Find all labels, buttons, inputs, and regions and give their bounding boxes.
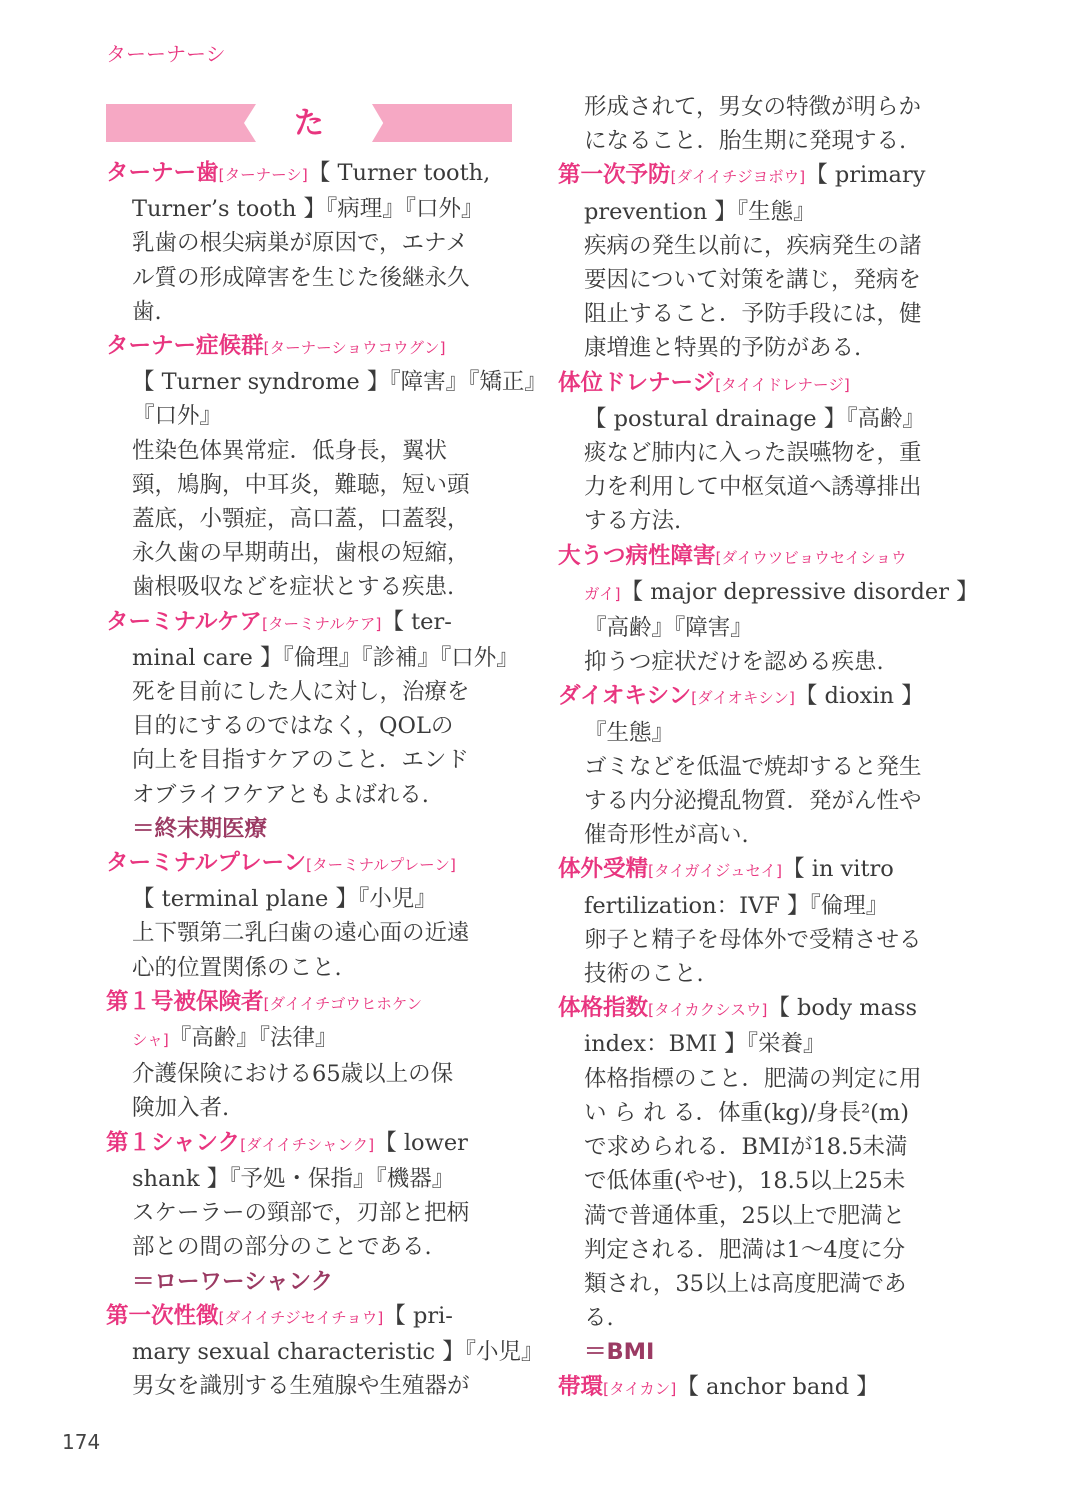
- entry-reading: [ターミナルプレーン]: [306, 856, 456, 875]
- entry-english: 【 postural drainage 】『高齢』: [584, 405, 925, 432]
- entry-term: ターナー歯: [106, 160, 219, 186]
- entry-definition-line: 康増進と特異的予防がある.: [584, 335, 862, 362]
- entry-definition-line: 技術のこと.: [584, 961, 704, 988]
- dictionary-entry: [558, 366, 964, 539]
- dictionary-entry: [558, 1370, 964, 1406]
- entry-term: 第１号被保険者: [106, 988, 264, 1015]
- entry-term: ダイオキシン: [558, 683, 692, 710]
- entry-definition-line: 痰など肺内に入った誤嚥物を，重: [584, 440, 922, 467]
- right-column: [558, 90, 979, 1406]
- entry-definition-line: 永久歯の早期萌出，歯根の短縮，: [132, 540, 470, 567]
- entry-english: 【 terminal plane 】『小児』: [132, 886, 437, 913]
- entry-fields: 『高齢』『法律』: [168, 1025, 338, 1052]
- entry-english: 【 dioxin 】: [794, 683, 924, 710]
- entry-english-cont: minal care 】『倫理』『診補』『口外』: [132, 644, 519, 671]
- entry-term: 大うつ病性障害: [558, 542, 716, 569]
- entry-english-cont: shank 】『予処・保指』『機器』: [132, 1165, 455, 1192]
- entry-definition-line: 性染色体異常症．低身長，翼状: [132, 437, 448, 464]
- entry-term: ターナー症候群: [106, 333, 264, 360]
- entry-english: 【 lower: [374, 1129, 468, 1156]
- entry-english: 【 anchor band 】: [676, 1373, 879, 1400]
- continued-definition-line: 形成されて，男女の特徴が明らか: [584, 94, 922, 120]
- dictionary-entry: [106, 846, 512, 985]
- dictionary-entry: [106, 985, 512, 1126]
- entry-definition-line: 頸，鳩胸，中耳炎，難聴，短い頭: [132, 471, 470, 498]
- entry-definition-line: 歯根吸収などを症状とする疾患.: [132, 574, 455, 601]
- entry-reading: [ターナーショウコウグン]: [263, 339, 446, 358]
- entry-reading: [タイカン]: [603, 1379, 677, 1398]
- entry-definition-line: 体格指標のこと．肥満の判定に用: [584, 1065, 922, 1092]
- section-letter: た: [294, 106, 324, 141]
- entry-definition-line: ゴミなどを低温で焼却すると発生: [584, 753, 922, 780]
- entry-definition-line: 阻止すること．予防手段には，健: [584, 301, 922, 328]
- entry-definition-line: 類され，35以上は高度肥満であ: [584, 1270, 907, 1297]
- entry-see-also: ＝終末期医療: [132, 815, 268, 842]
- entry-english: 【 major depressive disorder 】: [620, 578, 979, 605]
- page-number: 174: [62, 1430, 101, 1454]
- entry-reading: [ターミナルケア]: [261, 614, 382, 633]
- entry-fields: 『高齢』『障害』: [584, 615, 753, 642]
- entry-definition-line: 満で普通体重，25以上で肥満と: [584, 1202, 906, 1229]
- entry-definition-line: 抑うつ症状だけを認める疾患.: [584, 649, 884, 676]
- entry-definition-line: る.: [584, 1305, 614, 1332]
- entry-reading: [ダイイチゴウヒホケン: [263, 994, 423, 1013]
- entry-reading: [ダイイチジセイチョウ]: [218, 1308, 384, 1327]
- entry-definition-line: 催奇形性が高い.: [584, 822, 749, 849]
- dictionary-entry: [106, 329, 547, 605]
- entry-english: 【 Turner tooth,: [307, 160, 491, 186]
- entry-english: 【 Turner syndrome 】『障害』『矯正』: [132, 369, 547, 396]
- entry-definition-line: 疾病の発生以前に，疾病発生の諸: [584, 232, 922, 259]
- entry-definition-line: 心的位置関係のこと.: [132, 954, 342, 981]
- entry-definition-line: 男女を識別する生殖腺や生殖器が: [132, 1373, 470, 1400]
- dictionary-entry: [106, 1299, 544, 1404]
- entry-definition-line: 上下顎第二乳臼歯の遠心面の近遠: [132, 920, 470, 947]
- entry-definition-line: 要因について対策を講じ，発病を: [584, 267, 922, 294]
- entry-english-cont: index：BMI 】『栄養』: [584, 1031, 826, 1058]
- entry-reading-cont: ガイ]: [584, 584, 621, 603]
- entry-definition-line: 険加入者.: [132, 1095, 230, 1122]
- dictionary-entry: [558, 158, 964, 365]
- dictionary-entry: [106, 605, 519, 846]
- entry-definition-line: 卵子と精子を母体外で受精させる: [584, 926, 922, 953]
- entry-english-cont: mary sexual characteristic 】『小児』: [132, 1338, 544, 1365]
- entry-english-cont: Turner’s tooth 】『病理』『口外』: [132, 196, 484, 223]
- entry-definition-line: 蓋底，小顎症，高口蓋，口蓋裂，: [132, 506, 470, 533]
- entry-term: 第一次予防: [558, 162, 671, 189]
- continued-definition-line: になること．胎生期に発現する.: [584, 128, 907, 155]
- entry-english: 【 body mass: [767, 995, 918, 1022]
- entry-definition-line: 介護保険における65歳以上の保: [132, 1061, 454, 1088]
- section-header-band: [106, 96, 512, 146]
- entry-definition-line: 判定される．肥満は1〜4度に分: [584, 1236, 906, 1263]
- entry-definition-line: ル質の形成障害を生じた後継永久: [132, 264, 470, 291]
- entry-definition-line: で低体重(やせ)，18.5以上25未: [584, 1168, 906, 1195]
- entry-definition-line: 死を目前にした人に対し，治療を: [132, 679, 470, 706]
- entry-english: 【 pri-: [383, 1302, 453, 1329]
- entry-term: 体格指数: [558, 995, 649, 1022]
- entry-definition-line: オブライフケアともよばれる.: [132, 781, 429, 808]
- entry-definition-line: する方法.: [584, 508, 682, 535]
- entry-definition-line: 乳歯の根尖病巣が原因で，エナメ: [132, 230, 469, 257]
- entry-definition-line: 部との間の部分のことである.: [132, 1234, 432, 1261]
- entry-term: 第１シャンク: [106, 1129, 241, 1156]
- entry-english: 【 primary: [805, 162, 926, 189]
- running-head: ターーナーシ: [106, 42, 226, 66]
- entry-definition-line: 歯.: [132, 298, 162, 325]
- entry-english-cont: fertilization：IVF 】『倫理』: [584, 892, 889, 919]
- entry-term: ターミナルプレーン: [106, 850, 307, 877]
- dictionary-entry: [106, 1126, 512, 1299]
- entry-see-also: ＝ローワーシャンク: [132, 1268, 334, 1295]
- entry-definition-line: スケーラーの頸部で，刃部と把柄: [132, 1200, 470, 1227]
- dictionary-entry: [106, 156, 512, 329]
- entry-reading: [タイカクシスウ]: [648, 1001, 768, 1020]
- entry-definition-line: で求められる．BMIが18.5未満: [584, 1134, 908, 1161]
- left-column: [106, 88, 547, 1403]
- entry-reading: [ダイウツビョウセイショウ: [715, 548, 907, 567]
- dictionary-entry: [558, 679, 964, 852]
- entry-term: 第一次性徴: [106, 1302, 219, 1329]
- entry-reading: [ダイイチシャンク]: [240, 1135, 375, 1154]
- entry-reading: [ダイイチジヨボウ]: [670, 168, 806, 187]
- entry-definition-line: 力を利用して中枢気道へ誘導排出: [584, 474, 922, 501]
- entry-english: 【 ter-: [381, 608, 452, 635]
- dictionary-entry: [558, 991, 964, 1369]
- entry-reading: [ターナーシ]: [218, 166, 308, 184]
- entry-definition-line: 目的にするのではなく，QOLの: [132, 713, 454, 740]
- entry-fields: 『生態』: [584, 719, 675, 746]
- entry-term: 帯環: [558, 1373, 604, 1400]
- entry-term: 体外受精: [558, 856, 649, 883]
- entry-reading: [タイイドレナージ]: [715, 375, 850, 394]
- entry-english-cont: prevention 】『生態』: [584, 198, 816, 225]
- entry-term: 体位ドレナージ: [558, 369, 716, 396]
- entry-definition-line: 向上を目指すケアのこと．エンド: [132, 747, 469, 774]
- entry-english: 【 in vitro: [782, 856, 894, 883]
- dictionary-entry: [558, 852, 964, 991]
- entry-reading: [ダイオキシン]: [691, 689, 795, 708]
- entry-english-cont: 『口外』: [132, 403, 223, 430]
- dictionary-entry: [558, 539, 979, 680]
- entry-reading-cont: シャ]: [132, 1031, 169, 1050]
- entry-reading: [タイガイジュセイ]: [648, 862, 783, 881]
- entry-definition-line: い ら れ る．体重(kg)/身長²(m): [584, 1099, 910, 1126]
- entry-see-also: ＝BMI: [584, 1339, 655, 1366]
- entry-term: ターミナルケア: [106, 608, 262, 635]
- entry-definition-line: する内分泌攪乱物質．発がん性や: [584, 788, 922, 815]
